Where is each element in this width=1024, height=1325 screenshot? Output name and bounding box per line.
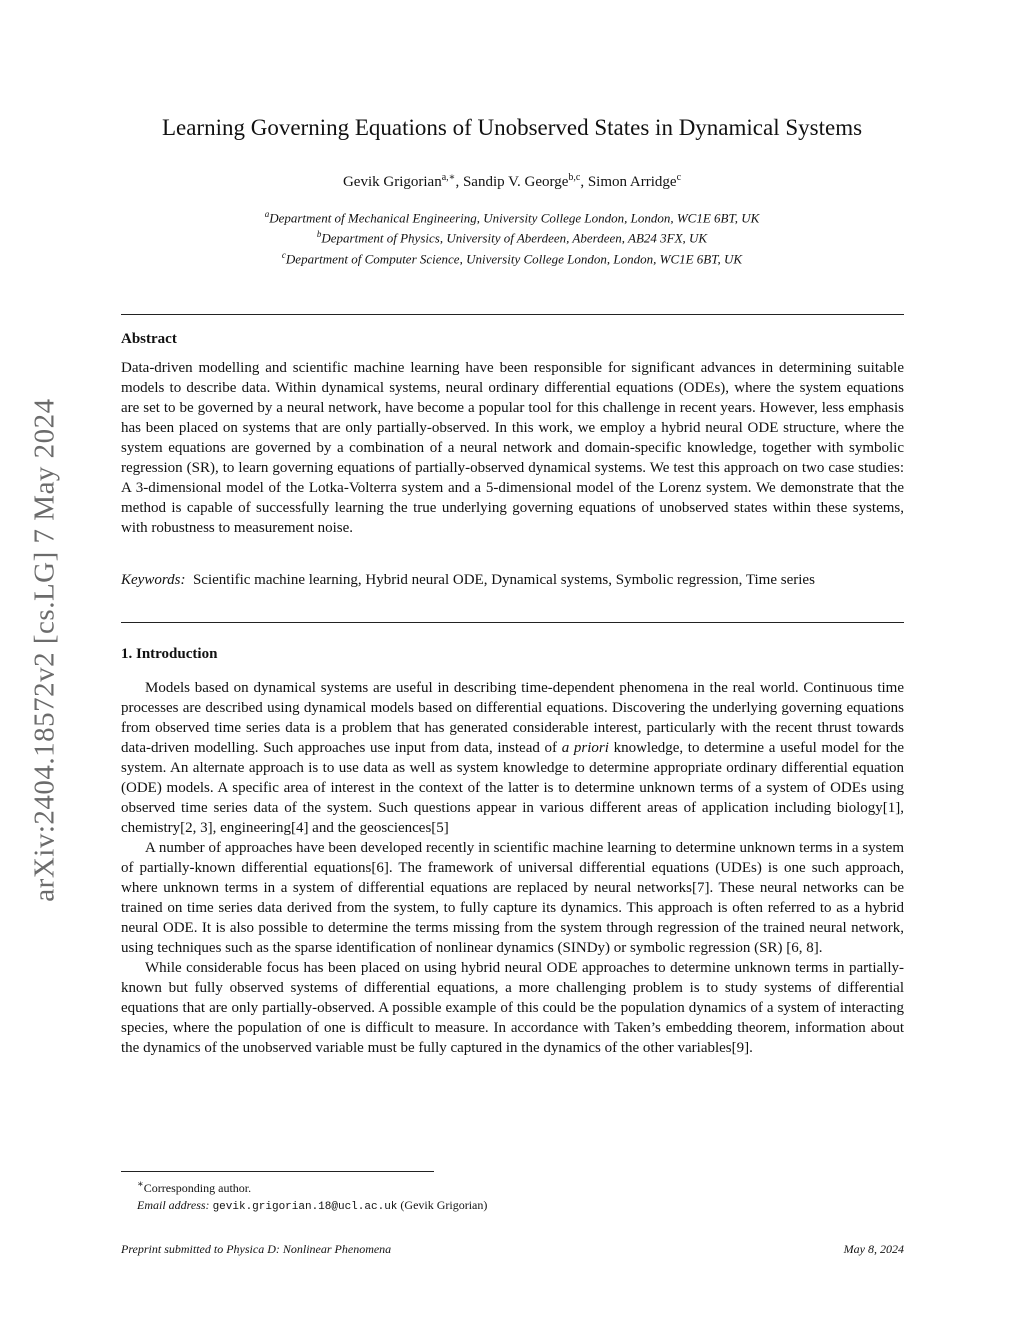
author-list: Gevik Grigorian$^{a,∗}$, Sandip V. George$^{b,c}$, Simon Arridge$^c$ bbox=[342, 172, 682, 190]
keywords-label: Keywords: bbox=[121, 572, 186, 588]
paper-title: Learning Governing Equations of Unobserved States in Dynamical Systems bbox=[161, 115, 863, 140]
author-superscript: b,c bbox=[568, 172, 581, 183]
author-name: Sandip V. George bbox=[462, 174, 569, 190]
abstract-text: Data-driven modelling and scientific machine learning have been responsible for significant advances in determining suitable models to describe data. Within dynamical systems, neural ordinary differential equations (ODEs), where the system equations are set to be governed by a neural network, have become a popular tool for this challenge in recent years. However, less emphasis has been placed on systems that are only partially-observed. In this work, we employ a hybrid neural ODE structure, where the system equations are governed by a combination of a neural network and domain-specific knowledge, together with symbolic regression (SR), to learn governing equations of partially-observed dynamical systems. We test this approach on two case studies: A 3-dimensional model of the Lotka-Volterra system and a 5-dimensional model of the Lorenz system. We demonstrate that the method is capable of successfully learning the true underlying governing equations of unobserved states within these systems, with robustness to measurement noise. bbox=[121, 360, 904, 536]
email-address[interactable]: gevik.grigorian.18@ucl.ac.uk bbox=[212, 1201, 398, 1213]
corresponding-author-note: ∗Corresponding author. bbox=[137, 1179, 252, 1195]
author-superscript: c bbox=[676, 172, 682, 183]
footer-left: Preprint submitted to Physica D: Nonlinear Phenomena bbox=[121, 1242, 392, 1256]
arxiv-identifier-text: arXiv:2404.18572v2 [cs.LG] 7 May 2024 bbox=[28, 398, 61, 902]
footnotes bbox=[121, 1176, 904, 1216]
affiliation-item: $^b$Department of Physics, University of Aberdeen, Aberdeen, AB24 3FX, UK bbox=[316, 229, 708, 246]
footnote-rule bbox=[121, 1171, 434, 1172]
abstract-heading: Abstract bbox=[121, 331, 177, 347]
author-name: Gevik Grigorian bbox=[342, 174, 442, 190]
keywords-text: Scientific machine learning, Hybrid neural ODE, Dynamical systems, Symbolic regression, Time series bbox=[192, 572, 815, 588]
paragraph: Models based on dynamical systems are useful in describing time-dependent phenomena in the real world. Continuous time processes are described using dynamical models based on differential equations. Discovering the underlying governing equations from observed time series data is a problem that has generated considerable interest, particularly with the recent thrust towards data-driven modelling. Such approaches use input from data, instead of a priori knowledge, to determine a useful model for the system. An alternate approach is to use data as well as system knowledge to determine appropriate ordinary differential equation (ODE) models. A specific area of interest in the context of the latter is to determine unknown terms of a system of ODEs using observed time series data of the system. Such questions appear in various different areas of application including biology[1], chemistry[2, 3], engineering[4] and the geosciences[5] bbox=[121, 680, 905, 836]
arxiv-identifier bbox=[20, 350, 70, 950]
section-heading: 1. Introduction bbox=[121, 646, 218, 662]
affiliation-list bbox=[0, 206, 1024, 267]
author-superscript: a,∗ bbox=[441, 172, 456, 183]
paragraph: A number of approaches have been developed recently in scientific machine learning to determine unknown terms in a system of partially-known differential equations[6]. The framework of universal differential equations (UDEs) is one such approach, where unknown terms in a system of differential equations are replaced by neural networks[7]. These neural networks can be trained on time series data derived from the system, to fully capture its dynamics. This approach is often referred to as a hybrid neural ODE. It is also possible to determine the terms missing from the system through regression of the trained neural network, using techniques such as the sparse identification of nonlinear dynamics (SINDy) or symbolic regression (SR) [6, 8]. bbox=[121, 840, 904, 956]
affiliation-item: $^a$Department of Mechanical Engineering, University College London, London, WC1E 6BT, UK bbox=[264, 209, 760, 226]
author-name: Simon Arridge bbox=[587, 174, 677, 190]
keywords bbox=[121, 570, 904, 590]
abstract-top-rule bbox=[121, 314, 904, 315]
abstract-bottom-rule bbox=[121, 622, 904, 623]
email-note: Email address: gevik.grigorian.18@ucl.ac.uk (Gevik Grigorian) bbox=[137, 1198, 488, 1213]
footer-date: May 8, 2024 bbox=[843, 1242, 904, 1256]
affiliation-item: $^c$Department of Computer Science, University College London, London, WC1E 6BT, UK bbox=[281, 249, 743, 266]
introduction-body bbox=[121, 678, 904, 1058]
paragraph: While considerable focus has been placed on using hybrid neural ODE approaches to determine unknown terms in partially-known but fully observed systems of differential equations, a more challenging problem is to study systems of differential equations that are only partially-observed. A possible example of this could be the population dynamics of a system of interacting species, where the population of one is difficult to measure. In accordance with Taken’s embedding theorem, information about the dynamics of the unobserved variable must be fully captured in the dynamics of the other variables[9]. bbox=[121, 960, 904, 1056]
